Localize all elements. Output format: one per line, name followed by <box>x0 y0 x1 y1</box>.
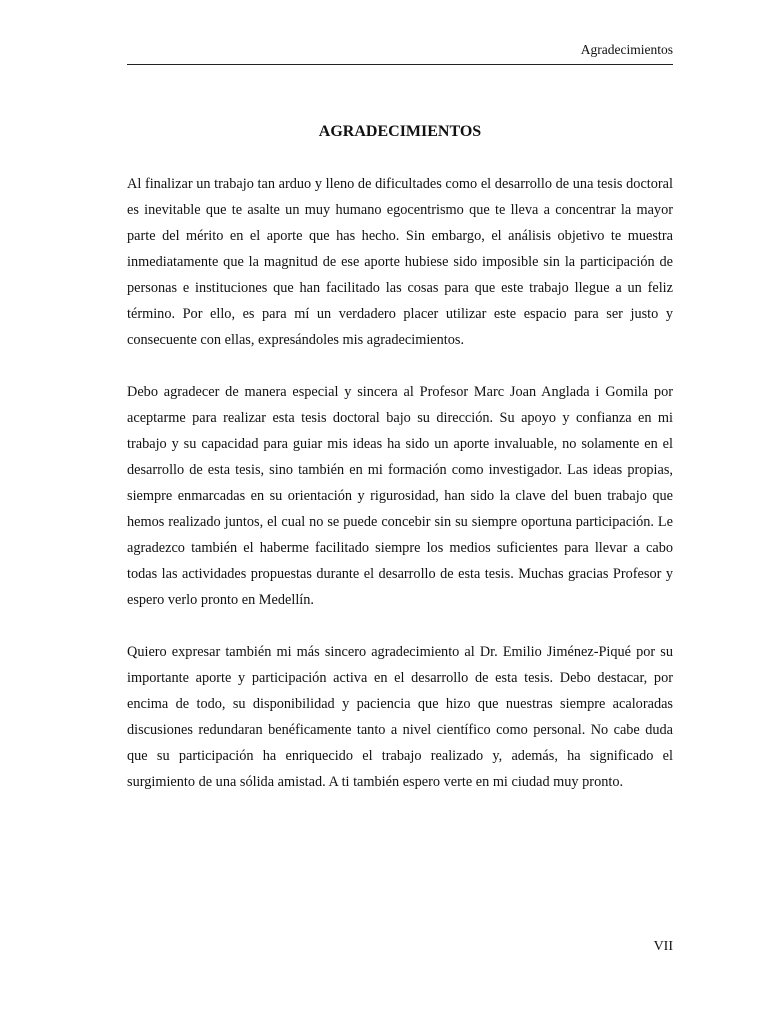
header-rule <box>127 64 673 65</box>
paragraph-2: Debo agradecer de manera especial y sincera al Profesor Marc Joan Anglada i Gomila por aceptarme para realizar esta tesis doctoral bajo su dirección. Su apoyo y confianza en mi trabajo y su capacidad para guiar mis ideas ha sido un aporte invaluable, no solamente en el desarrollo de esta tesis, sino también en mi formación como investigador. Las ideas propias, siempre enmarcadas en su orientación y rigurosidad, han sido la clave del buen trabajo que hemos realizado juntos, el cual no se puede concebir sin su siempre oportuna participación. Le agradezco también el haberme facilitado siempre los medios suficientes para llevar a cabo todas las actividades propuestas durante el desarrollo de esta tesis. Muchas gracias Profesor y espero verlo pronto en Medellín. <box>127 384 673 608</box>
paragraph-3: Quiero expresar también mi más sincero agradecimiento al Dr. Emilio Jiménez-Piqué por su importante aporte y participación activa en el desarrollo de esta tesis. Debo destacar, por encima de todo, su disponibilidad y paciencia que hizo que nuestras siempre acaloradas discusiones redundaran benéficamente tanto a nivel científico como personal. No cabe duda que su participación ha enriquecido el trabajo realizado y, además, ha significado el surgimiento de una sólida amistad. A ti también espero verte en mi ciudad muy pronto. <box>127 644 673 790</box>
page-title: AGRADECIMIENTOS <box>318 123 482 140</box>
paragraph-1: Al finalizar un trabajo tan arduo y lleno de dificultades como el desarrollo de una tesis doctoral es inevitable que te asalte un muy humano egocentrismo que te lleva a concentrar la mayor parte del mérito en el aporte que has hecho. Sin embargo, el análisis objetivo te muestra inmediatamente que la magnitud de ese aporte hubiese sido imposible sin la participación de personas e instituciones que han facilitado las cosas para que este trabajo llegue a un feliz término. Por ello, es para mí un verdadero placer utilizar este espacio para ser justo y consecuente con ellas, expresándoles mis agradecimientos. <box>127 176 673 348</box>
running-header: Agradecimientos <box>580 42 673 57</box>
page-number: VII <box>653 939 673 954</box>
body-text <box>127 171 673 821</box>
